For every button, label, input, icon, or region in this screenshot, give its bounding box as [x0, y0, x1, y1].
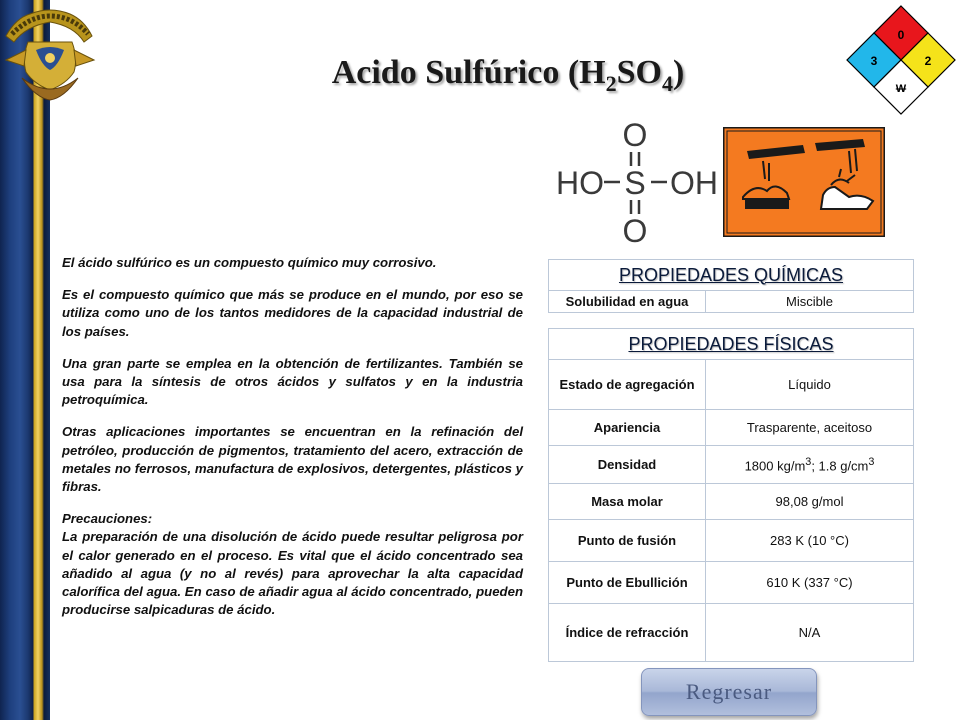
back-button[interactable]: Regresar	[641, 668, 817, 716]
table-row	[549, 562, 914, 604]
description-paragraph-4: Otras aplicaciones importantes se encuentran en la refinación del petróleo, producción de pigmentos, tratamiento del acero, extracción de metales no ferrosos, manufactura de explosivos, detergentes, plásticos y fibras.	[62, 424, 523, 495]
property-label: Estado de agregación	[549, 360, 706, 410]
property-label: Índice de refracción	[549, 604, 706, 662]
property-label: Densidad	[549, 446, 706, 484]
property-value: 98,08 g/mol	[706, 484, 914, 520]
physical-properties-heading: PROPIEDADES FÍSICAS	[549, 329, 914, 360]
table-row	[549, 484, 914, 520]
title-mid: SO	[616, 54, 662, 91]
nfpa-right-value: 2	[924, 54, 932, 68]
title-subscript-2: 2	[605, 70, 617, 96]
corrosive-hazard-icon	[723, 127, 885, 237]
property-value: 610 K (337 °C)	[706, 562, 914, 604]
property-value: N/A	[706, 604, 914, 662]
nfpa-left-value: 3	[870, 54, 878, 68]
property-value: Trasparente, aceitoso	[706, 410, 914, 446]
table-row	[549, 291, 914, 313]
property-label: Solubilidad en agua	[549, 291, 706, 313]
nfpa-top-value: 0	[897, 28, 905, 42]
chemical-properties-heading: PROPIEDADES QUÍMICAS	[549, 260, 914, 291]
density-superscript-b: 3	[868, 455, 875, 468]
table-row	[549, 520, 914, 562]
description-paragraph-3: Una gran parte se emplea en la obtención de fertilizantes. También se usa para la síntesis de otros ácidos y sulfatos y en la industria petroquímica.	[62, 355, 523, 408]
density-value-a: 1800 kg/m	[744, 458, 806, 474]
table-row	[549, 360, 914, 410]
density-superscript-a: 3	[805, 455, 812, 468]
formula-right-hydroxyl: OH	[670, 165, 718, 201]
title-subscript-4: 4	[661, 70, 673, 96]
chemical-properties-table	[548, 259, 914, 313]
table-row	[549, 604, 914, 662]
description-paragraph-2: Es el compuesto químico que más se produce en el mundo, por eso se utiliza como uno de los tantos medidores de la capacidad industrial de los países.	[62, 287, 523, 339]
property-value: 283 K (10 °C)	[706, 520, 914, 562]
description-text	[62, 254, 523, 633]
title-main: Acido Sulfúrico (H	[331, 54, 606, 91]
description-paragraph-5: La preparación de una disolución de ácido puede resultar peligrosa por el calor generado en el proceso. Es vital que el ácido concentrado sea añadido al agua (y no al revés) para aprovechar la alta capacidad calorífica del agua. En caso de añadir agua al ácido concentrado, pueden producirse salpicaduras de ácido.	[62, 529, 523, 618]
property-label: Punto de fusión	[549, 520, 706, 562]
density-value-b: ; 1.8 g/cm	[811, 458, 869, 474]
property-value: Líquido	[706, 360, 914, 410]
title-end: )	[672, 54, 685, 91]
page-title	[0, 54, 960, 97]
property-label: Apariencia	[549, 410, 706, 446]
formula-bottom-oxygen: O	[622, 213, 648, 246]
table-row	[549, 446, 914, 484]
property-label: Masa molar	[549, 484, 706, 520]
nfpa-bottom-value: W	[895, 83, 907, 95]
formula-top-oxygen: O	[622, 118, 648, 153]
description-paragraph-1: El ácido sulfúrico es un compuesto químico muy corrosivo.	[62, 255, 437, 270]
physical-properties-table	[548, 328, 914, 662]
formula-left-hydroxyl: HO	[556, 165, 604, 201]
precautions-heading: Precauciones:	[62, 511, 153, 527]
nfpa-hazard-diamond-icon	[846, 4, 956, 116]
property-value: Miscible	[706, 291, 914, 313]
property-label: Punto de Ebullición	[549, 562, 706, 604]
property-value	[706, 446, 914, 484]
formula-sulfur: S	[624, 165, 646, 201]
structural-formula-diagram	[548, 118, 724, 246]
table-row	[549, 410, 914, 446]
